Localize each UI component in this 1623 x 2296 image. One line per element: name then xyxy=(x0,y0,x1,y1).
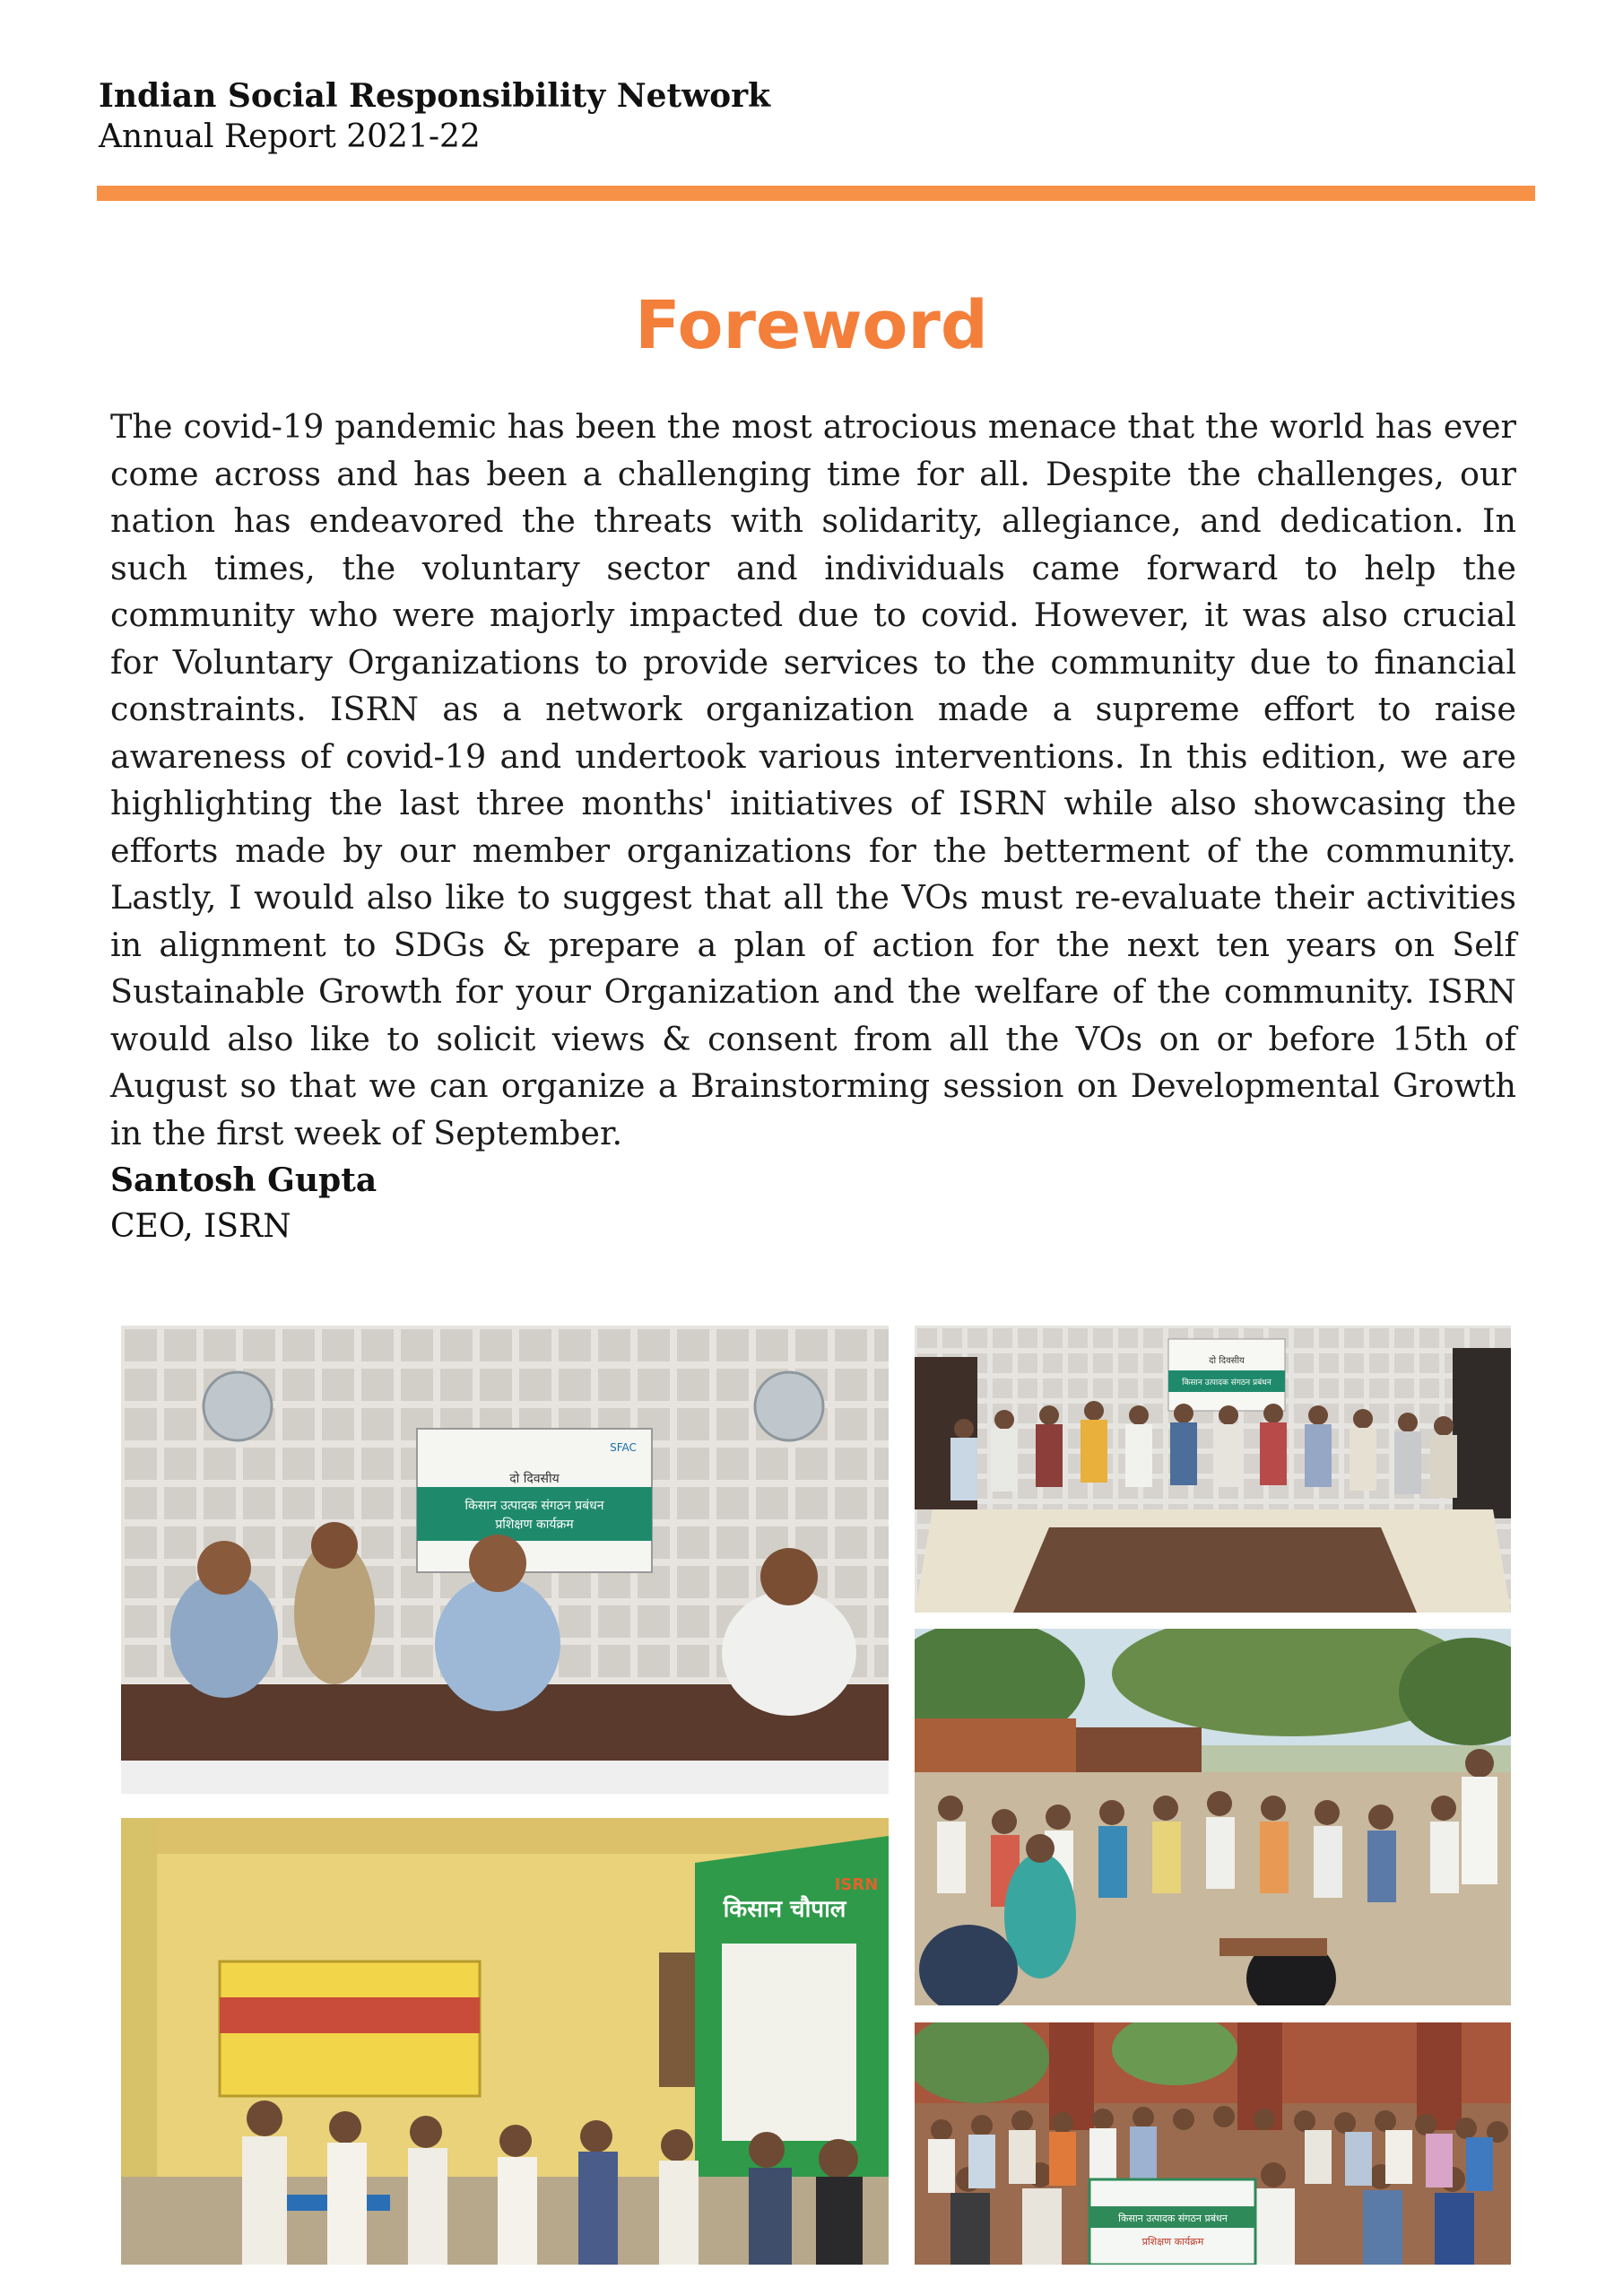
p1-banner-line1: दो दिवसीय xyxy=(509,1472,560,1486)
p5-banner-line1: किसान उत्पादक संगठन प्रबंधन xyxy=(1118,2213,1228,2224)
p5-banner-line2: प्रशिक्षण कार्यक्रम xyxy=(1141,2236,1204,2248)
p4-banner-title: किसान चौपाल xyxy=(723,1896,846,1923)
photo-kisan-chaupal xyxy=(121,1818,889,2265)
signatory-name: Santosh Gupta xyxy=(110,1161,378,1199)
p1-banner-line2: किसान उत्पादक संगठन प्रबंधन xyxy=(464,1499,604,1513)
photo-village-gathering xyxy=(915,1629,1511,2005)
foreword-body: The covid-19 pandemic has been the most atrocious menace that the world has ever come across and has been a challenging time for all. Despite the challenges, our nation has endeavored the threats with solidarity, allegiance, and dedication. In such times, the voluntary sector and individuals came forward to help the community who were majorly impacted due to covid. However, it was also crucial for Voluntary Organizations to provide services to the community due to financial constraints. ISRN as a network organization made a supreme effort to raise awareness of covid-19 and undertook various interventions. In this edition, we are highlighting the last three months' initiatives of ISRN while also showcasing the efforts made by our member organizations for the betterment of the community. Lastly, I would also like to suggest that all the VOs must re-evaluate their activities in alignment to SDGs & prepare a plan of action for the next ten years on Self Sustainable Growth for your Organization and the welfare of the community. ISRN would also like to solicit views & consent from all the VOs on or before 15th of August so that we can organize a Brainstorming session on Developmental Growth in the first week of September. xyxy=(110,407,1516,1152)
p4-isrn-logo: ISRN xyxy=(834,1875,879,1894)
signatory-role: CEO, ISRN xyxy=(110,1208,291,1245)
report-year: Annual Report 2021-22 xyxy=(99,118,481,155)
section-title: Foreword xyxy=(635,287,988,364)
photo-group-outdoor xyxy=(915,2022,1511,2265)
photo-conference-group xyxy=(915,1326,1511,1613)
p1-sfac-logo: SFAC xyxy=(610,1441,637,1454)
p2-banner-line2: किसान उत्पादक संगठन प्रबंधन xyxy=(1182,1378,1271,1387)
header-divider xyxy=(97,186,1535,201)
photo-training-dais xyxy=(121,1326,889,1794)
organization-name: Indian Social Responsibility Network xyxy=(99,77,771,115)
p2-banner-line1: दो दिवसीय xyxy=(1209,1356,1245,1366)
p1-banner-line3: प्रशिक्षण कार्यक्रम xyxy=(495,1518,574,1532)
document-header xyxy=(99,75,770,158)
